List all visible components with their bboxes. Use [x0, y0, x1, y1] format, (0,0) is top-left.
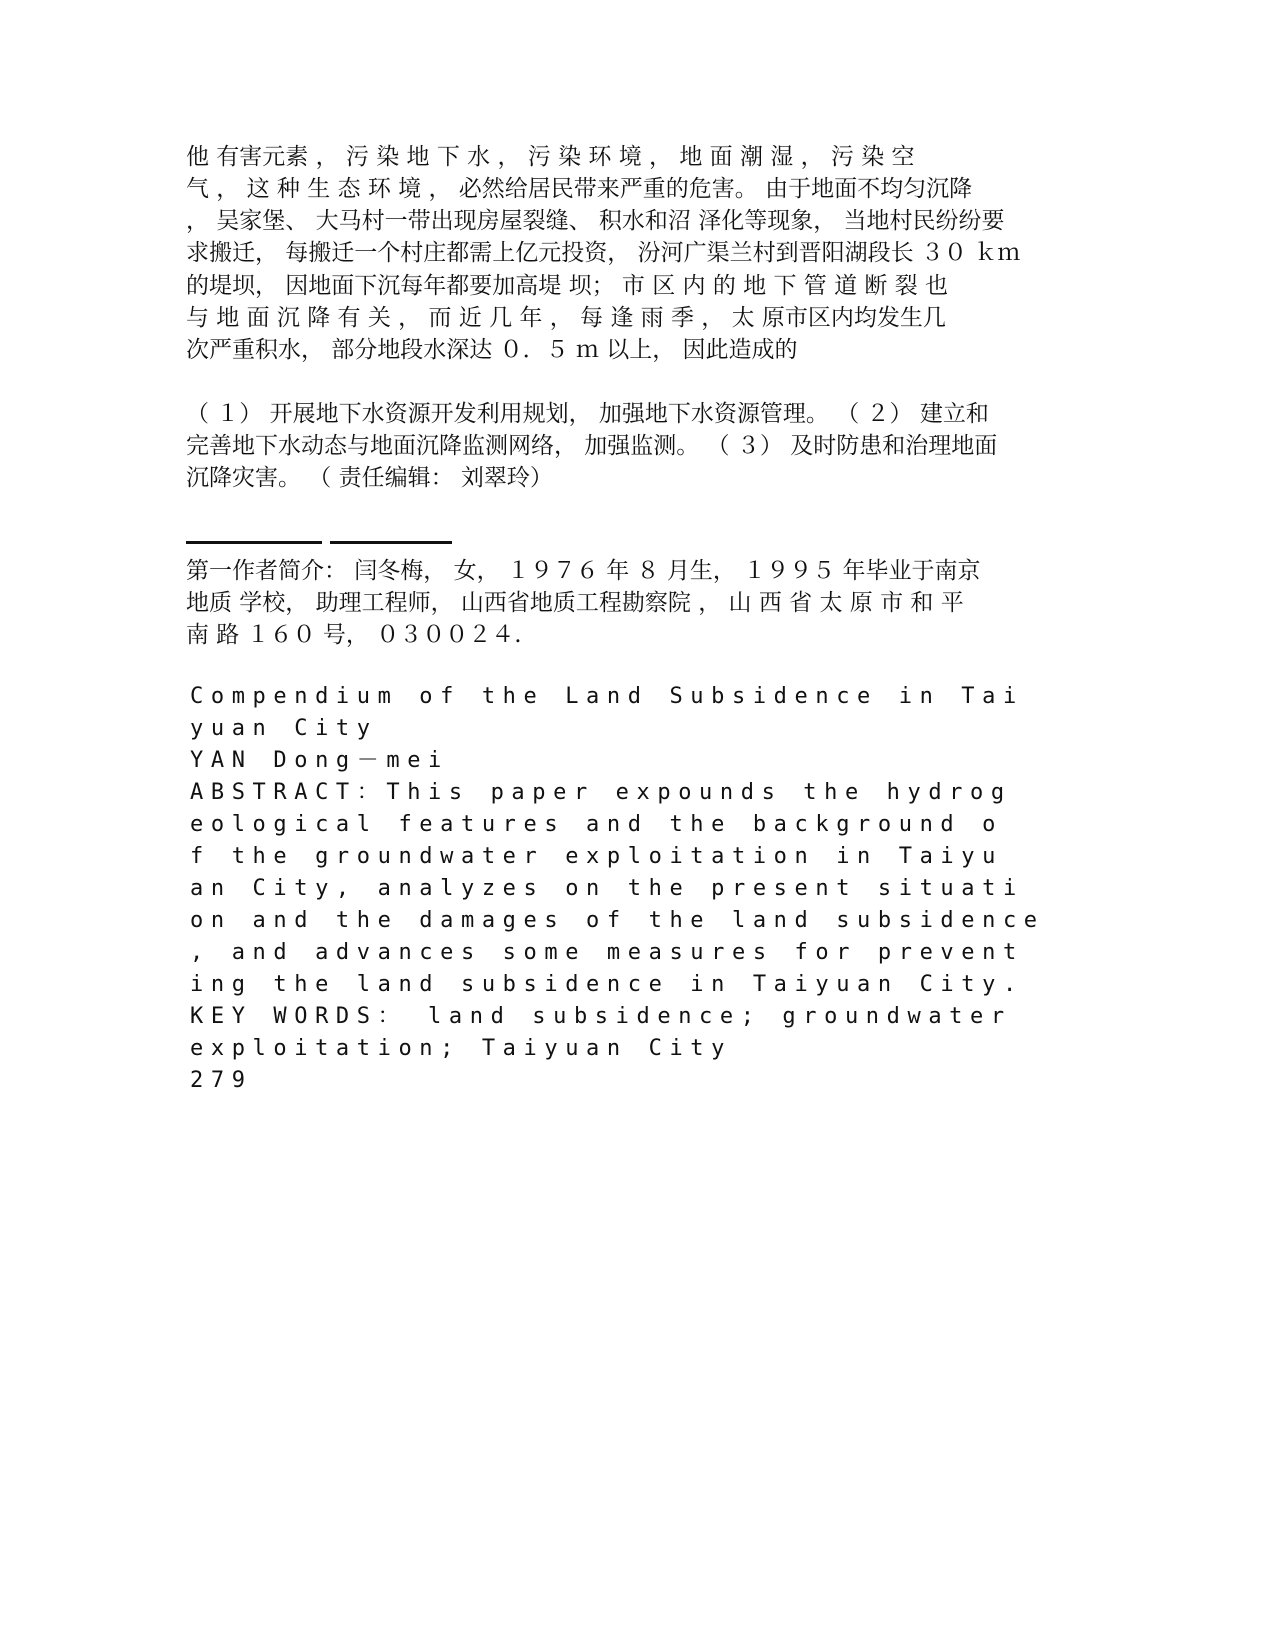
- english-title: yuan City: [190, 716, 378, 741]
- abstract-line: f the groundwater exploitation in Taiyu: [190, 844, 1003, 869]
- text-line: 求搬迁， 每搬迁一个村庄都需上亿元投资， 汾河广渠兰村到晋阳湖段长 ３０ ｋｍ: [186, 240, 1021, 266]
- footnote-rule: [330, 541, 452, 544]
- keywords-line: KEY WORDS： land subsidence; groundwater: [190, 1004, 1012, 1029]
- text-line: 的堤坝， 因地面下沉每年都要加高堤 坝； 市 区 内 的 地 下 管 道 断 裂 也: [186, 273, 949, 299]
- abstract-line: ABSTRACT：This paper expounds the hydrog: [190, 780, 1012, 805]
- text-line: 次严重积水， 部分地段水深达 ０．５ ｍ 以上， 因此造成的: [186, 337, 798, 363]
- footnote-rule: [186, 541, 322, 544]
- text-line: ， 吴家堡、 大马村一带出现房屋裂缝、 积水和沼 泽化等现象， 当地村民纷纷要: [186, 208, 1005, 234]
- text-line: 气 ， 这 种 生 态 环 境 ， 必然给居民带来严重的危害。 由于地面不均匀沉降: [186, 176, 973, 202]
- abstract-line: , and advances some measures for prevent: [190, 940, 1024, 965]
- text-line: 他 有害元素 ， 污 染 地 下 水 ， 污 染 环 境 ， 地 面 潮 湿 ， 污 染 空: [186, 144, 915, 170]
- page-number: 279: [190, 1068, 253, 1093]
- text-line: 沉降灾害。 （ 责任编辑： 刘翠玲）: [186, 465, 553, 491]
- text-line: 南 路 １６０ 号， ０３００２４.: [186, 622, 522, 648]
- text-line: 完善地下水动态与地面沉降监测网络， 加强监测。 （ ３） 及时防患和治理地面: [186, 433, 998, 459]
- text-line: （ １） 开展地下水资源开发利用规划， 加强地下水资源管理。 （ ２） 建立和: [186, 401, 989, 427]
- english-title: Compendium of the Land Subsidence in Tai: [190, 684, 1024, 709]
- abstract-line: eological features and the background o: [190, 812, 1003, 837]
- text-line: 地质 学校， 助理工程师， 山西省地质工程勘察院 ， 山 西 省 太 原 市 和 平: [186, 590, 964, 616]
- english-author: YAN Dong－mei: [190, 748, 449, 773]
- abstract-line: an City, analyzes on the present situati: [190, 876, 1024, 901]
- keywords-line: exploitation; Taiyuan City: [190, 1036, 732, 1061]
- abstract-line: ing the land subsidence in Taiyuan City.: [190, 972, 1024, 997]
- text-line: 第一作者简介： 闫冬梅， 女， １９７６ 年 ８ 月生， １９９５ 年毕业于南京: [186, 558, 981, 584]
- abstract-line: on and the damages of the land subsidence: [190, 908, 1045, 933]
- text-line: 与 地 面 沉 降 有 关 ， 而 近 几 年 ， 每 逢 雨 季 ， 太 原市区内均发生几: [186, 305, 946, 331]
